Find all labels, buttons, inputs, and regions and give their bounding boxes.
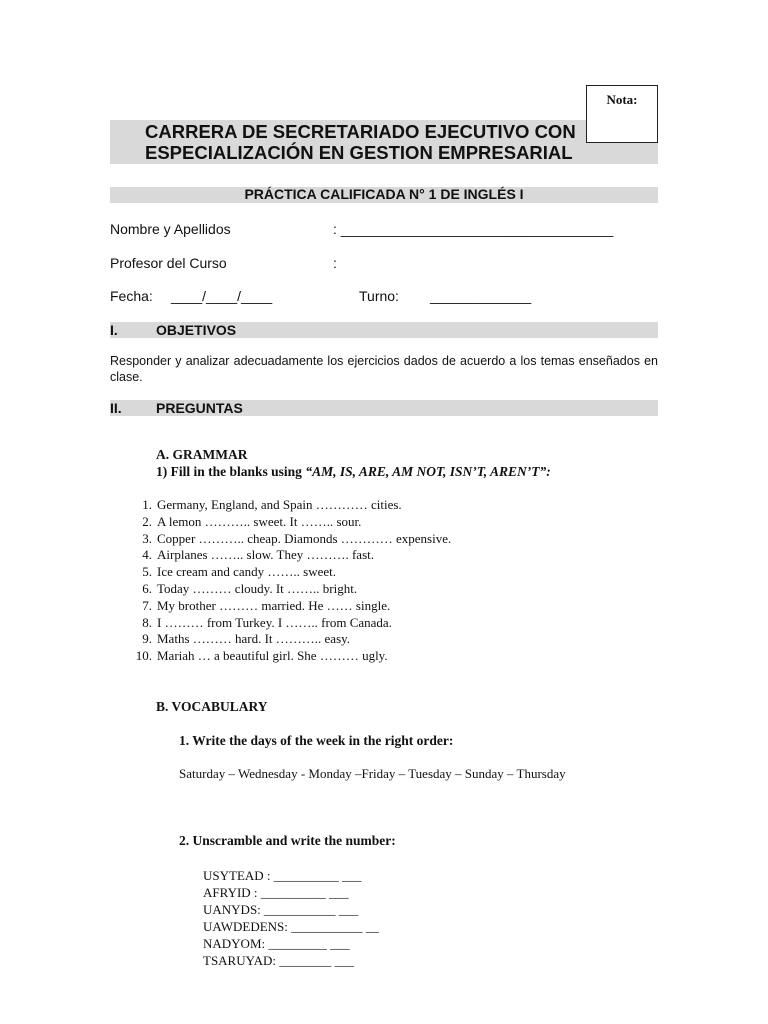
- item-number: 4.: [142, 547, 152, 563]
- list-item: USYTEAD : __________ ___: [203, 868, 362, 883]
- unscramble-list: [203, 867, 379, 969]
- list-item: [130, 514, 451, 531]
- exam-subtitle: PRÁCTICA CALIFICADA N° 1 DE INGLÉS I: [244, 186, 524, 202]
- item-text: Maths ……… hard. It ……….. easy.: [157, 631, 351, 647]
- shift-field[interactable]: _____________: [430, 288, 532, 304]
- grade-label: Nota:: [606, 92, 638, 107]
- section-2-title: PREGUNTAS: [156, 400, 243, 416]
- item-number: 5.: [142, 564, 152, 580]
- teacher-label: Profesor del Curso: [110, 255, 227, 271]
- grammar-heading: A. GRAMMAR: [156, 447, 248, 462]
- item-number: 3.: [142, 530, 152, 546]
- title-line-1: CARRERA DE SECRETARIADO EJECUTIVO CON: [145, 121, 576, 142]
- list-item: NADYOM: _________ ___: [203, 936, 350, 951]
- list-item: [130, 631, 451, 648]
- item-number: 9.: [142, 631, 152, 647]
- item-text: Airplanes …….. slow. They ………. fast.: [157, 547, 375, 563]
- list-item: [130, 598, 451, 615]
- section-1-title: OBJETIVOS: [156, 322, 237, 338]
- name-label: Nombre y Apellidos: [110, 221, 231, 237]
- list-item: AFRYID : __________ ___: [203, 885, 349, 900]
- item-text: Germany, England, and Spain ………… cities.: [157, 497, 402, 512]
- item-text: Mariah … a beautiful girl. She ……… ugly.: [157, 648, 388, 664]
- list-item: UANYDS: ___________ ___: [203, 902, 359, 917]
- item-text: Today ……… cloudy. It …….. bright.: [157, 580, 358, 596]
- objectives-text: Responder y analizar adecuadamente los ejercicios dados de acuerdo a los temas enseñados en clase.: [110, 354, 658, 384]
- item-text: A lemon ……….. sweet. It …….. sour.: [157, 513, 362, 529]
- grammar-list: [130, 497, 451, 665]
- grade-box: [586, 85, 658, 143]
- item-number: 10.: [135, 648, 152, 664]
- list-item: [130, 564, 451, 581]
- name-field[interactable]: : ___________________________________: [333, 221, 614, 237]
- vocabulary-question-1: 1. Write the days of the week in the right order:: [179, 733, 454, 748]
- date-field[interactable]: ____/____/____: [171, 288, 273, 304]
- list-item: [130, 531, 451, 548]
- item-text: Copper ……….. cheap. Diamonds ………… expensive.: [157, 530, 452, 546]
- grammar-instruction-words: “AM, IS, ARE, AM NOT, ISN’T, AREN’T”:: [305, 464, 551, 479]
- section-2-number: II.: [110, 400, 122, 416]
- days-line: Saturday – Wednesday - Monday –Friday – Tuesday – Sunday – Thursday: [179, 766, 566, 781]
- date-label: Fecha:: [110, 288, 153, 304]
- grammar-instruction-text: 1) Fill in the blanks using: [156, 464, 306, 479]
- vocabulary-heading: B. VOCABULARY: [156, 699, 268, 714]
- list-item: [130, 547, 451, 564]
- teacher-field[interactable]: :: [333, 255, 337, 271]
- section-1-number: I.: [110, 322, 118, 338]
- list-item: [130, 648, 451, 665]
- item-number: 6.: [142, 580, 152, 596]
- item-number: 2.: [142, 513, 152, 529]
- item-number: 8.: [142, 614, 152, 630]
- list-item: [130, 615, 451, 632]
- grammar-instruction: [156, 464, 551, 480]
- list-item: UAWDEDENS: ___________ __: [203, 919, 379, 934]
- list-item: TSARUYAD: ________ ___: [203, 953, 354, 968]
- title-line-2: ESPECIALIZACIÓN EN GESTION EMPRESARIAL: [145, 142, 573, 163]
- list-item: [130, 581, 451, 598]
- item-number: 7.: [142, 597, 152, 613]
- item-text: Ice cream and candy …….. sweet.: [157, 564, 337, 580]
- item-text: I ……… from Turkey. I …….. from Canada.: [157, 614, 392, 630]
- shift-label: Turno:: [359, 288, 399, 304]
- list-item: [130, 497, 451, 514]
- item-number: 1.: [142, 497, 152, 512]
- item-text: My brother ……… married. He …… single.: [157, 597, 391, 613]
- vocabulary-question-2: 2. Unscramble and write the number:: [179, 833, 396, 848]
